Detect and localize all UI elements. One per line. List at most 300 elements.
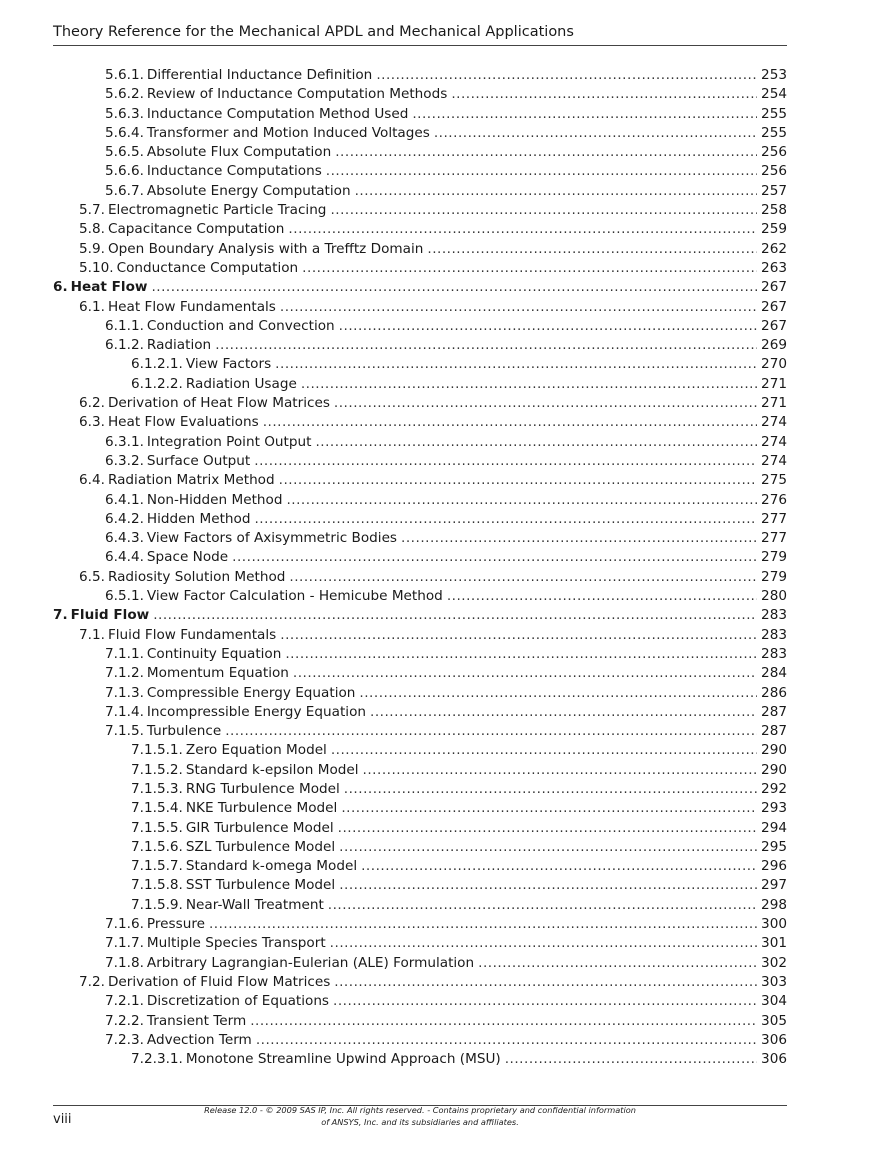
toc-row [0,645,893,664]
toc-entry-link[interactable] [105,317,787,336]
toc-entry-title: Fluid Flow Fundamentals [107,626,277,643]
page-number: viii [53,1112,72,1127]
toc-row [0,66,893,85]
toc-entry-link[interactable] [131,375,787,394]
toc-entry-title: Inductance Computation Method Used [146,105,409,122]
toc-entry-number: 7.1.7. [105,935,144,952]
toc-entry-link[interactable] [131,761,787,780]
toc-dot-leader [333,992,757,1011]
toc-dot-leader [254,510,757,529]
toc-entry-title: Radiosity Solution Method [107,568,286,585]
toc-row [0,819,893,838]
toc-entry-number: 7.1.5.6. [131,838,183,855]
toc-row [0,375,893,394]
toc-entry-link[interactable] [105,954,787,973]
toc-entry-link[interactable] [105,182,787,201]
toc-entry-page: 253 [761,67,787,83]
toc-entry-page: 290 [761,742,787,759]
toc-entry-title: Continuity Equation [146,645,282,662]
toc-dot-leader [344,780,757,799]
toc-entry-page: 287 [761,703,787,720]
toc-dot-leader [339,876,757,895]
toc-entry-page: 283 [761,607,787,624]
toc-dot-leader [412,105,757,124]
toc-entry-title: Standard k-omega Model [185,858,358,875]
toc-entry-link[interactable] [105,491,787,510]
toc-entry-page: 267 [761,298,787,315]
toc-entry-title: Discretization of Equations [146,993,330,1010]
toc-entry-number: 7.2.1. [105,993,144,1010]
toc-entry-link[interactable] [105,85,787,104]
toc-entry-number: 6.3.1. [105,433,144,450]
toc-entry-number: 6.1.1. [105,317,144,334]
toc-entry-page: 263 [761,259,787,276]
toc-entry-link[interactable] [79,568,787,587]
toc-row [0,915,893,934]
toc-entry-title: SST Turbulence Model [185,877,336,894]
toc-entry-page: 280 [761,588,787,605]
toc-entry-number: 6. [53,279,68,296]
toc-entry-page: 256 [761,163,787,180]
toc-row [0,259,893,278]
toc-entry-page: 302 [761,954,787,971]
toc-entry-number: 7.1.6. [105,916,144,933]
toc-entry-page: 255 [761,105,787,122]
toc-entry-link[interactable] [131,1050,787,1069]
toc-row [0,452,893,471]
toc-dot-leader [286,491,757,510]
toc-row [0,510,893,529]
toc-row [0,587,893,606]
toc-entry-link[interactable] [105,722,787,741]
toc-entry-page: 271 [761,375,787,392]
toc-entry-title: View Factors of Axisymmetric Bodies [146,530,398,547]
toc-entry-link[interactable] [131,741,787,760]
toc-entry-link[interactable] [105,992,787,1011]
toc-entry-number: 7.1.5.7. [131,858,183,875]
toc-entry-title: Integration Point Output [146,433,312,450]
toc-row [0,992,893,1011]
toc-entry-page: 293 [761,800,787,817]
toc-row [0,857,893,876]
toc-row [0,529,893,548]
toc-entry-number: 5.7. [79,202,105,219]
toc-entry-link[interactable] [105,684,787,703]
toc-entry-link[interactable] [79,394,787,413]
toc-entry-title: Derivation of Heat Flow Matrices [107,395,330,412]
toc-entry-link[interactable] [105,934,787,953]
table-of-contents [0,66,893,1069]
toc-dot-leader [339,317,757,336]
toc-row [0,143,893,162]
toc-row [0,684,893,703]
toc-dot-leader [232,548,757,567]
toc-entry-title: Zero Equation Model [185,742,327,759]
toc-dot-leader [334,973,757,992]
toc-entry-title: Heat Flow Evaluations [107,414,259,431]
toc-entry-number: 5.10. [79,259,114,276]
toc-entry-page: 258 [761,202,787,219]
toc-entry-page: 306 [761,1051,787,1068]
toc-entry-number: 6.1.2.1. [131,356,183,373]
toc-dot-leader [338,819,757,838]
toc-entry-link[interactable] [105,664,787,683]
toc-entry-link[interactable] [105,703,787,722]
toc-entry-number: 6.4.1. [105,491,144,508]
toc-entry-title: Space Node [146,549,229,566]
toc-entry-page: 276 [761,491,787,508]
toc-entry-title: Heat Flow Fundamentals [107,298,276,315]
document-title: Theory Reference for the Mechanical APDL and Mechanical Applications [53,24,574,40]
toc-entry-title: Incompressible Energy Equation [146,703,367,720]
toc-entry-title: View Factors [185,356,272,373]
toc-dot-leader [363,761,758,780]
toc-row [0,1012,893,1031]
toc-entry-page: 300 [761,916,787,933]
toc-dot-leader [331,741,757,760]
toc-dot-leader [330,201,757,220]
toc-entry-link[interactable] [105,645,787,664]
toc-entry-number: 7.1.8. [105,954,144,971]
toc-entry-number: 5.6.4. [105,124,144,141]
toc-entry-title: View Factor Calculation - Hemicube Method [146,588,443,605]
toc-row [0,741,893,760]
toc-entry-link[interactable] [131,876,787,895]
toc-row [0,355,893,374]
toc-entry-link[interactable] [79,259,787,278]
toc-entry-link[interactable] [79,201,787,220]
toc-entry-link[interactable] [105,548,787,567]
toc-entry-link[interactable] [105,433,787,452]
toc-entry-link[interactable] [53,606,787,625]
toc-dot-leader [215,336,757,355]
toc-row [0,201,893,220]
toc-dot-leader [447,587,757,606]
toc-entry-title: Non-Hidden Method [146,491,283,508]
toc-entry-title: Absolute Flux Computation [146,144,332,161]
toc-entry-link[interactable] [105,124,787,143]
toc-entry-link[interactable] [131,780,787,799]
toc-row [0,664,893,683]
toc-entry-link[interactable] [79,626,787,645]
toc-entry-page: 275 [761,472,787,489]
toc-row [0,548,893,567]
toc-entry-title: Transient Term [146,1012,247,1029]
toc-entry-number: 5.6.6. [105,163,144,180]
toc-entry-number: 7.2.2. [105,1012,144,1029]
toc-row [0,876,893,895]
toc-row [0,278,893,297]
toc-entry-title: Conduction and Convection [146,317,335,334]
toc-entry-link[interactable] [131,896,787,915]
toc-entry-link[interactable] [105,915,787,934]
toc-entry-title: Transformer and Motion Induced Voltages [146,124,430,141]
toc-entry-link[interactable] [131,799,787,818]
toc-entry-link[interactable] [131,355,787,374]
toc-row [0,934,893,953]
toc-entry-page: 286 [761,684,787,701]
toc-row [0,1050,893,1069]
toc-entry-title: Open Boundary Analysis with a Trefftz Domain [107,240,424,257]
toc-entry-page: 298 [761,896,787,913]
toc-entry-number: 7.2.3.1. [131,1051,183,1068]
toc-entry-number: 6.4.4. [105,549,144,566]
toc-entry-page: 294 [761,819,787,836]
toc-entry-link[interactable] [105,1031,787,1050]
toc-entry-number: 7.1.3. [105,684,144,701]
toc-dot-leader [478,954,757,973]
toc-entry-page: 255 [761,124,787,141]
toc-entry-link[interactable] [79,413,787,432]
toc-entry-link[interactable] [105,162,787,181]
toc-entry-title: Monotone Streamline Upwind Approach (MSU) [185,1051,501,1068]
toc-row [0,220,893,239]
toc-entry-page: 257 [761,182,787,199]
toc-entry-page: 305 [761,1012,787,1029]
toc-entry-link[interactable] [79,471,787,490]
toc-entry-page: 267 [761,317,787,334]
toc-dot-leader [359,684,757,703]
toc-entry-page: 304 [761,993,787,1010]
toc-entry-number: 6.2. [79,395,105,412]
toc-dot-leader [401,529,757,548]
copyright-notice [200,1104,640,1128]
toc-entry-page: 269 [761,337,787,354]
toc-row [0,471,893,490]
toc-row [0,317,893,336]
toc-entry-title: Differential Inductance Definition [146,67,373,83]
toc-entry-title: Advection Term [146,1031,252,1048]
toc-entry-title: Standard k-epsilon Model [185,761,359,778]
toc-entry-link[interactable] [105,510,787,529]
toc-entry-title: Capacitance Computation [107,221,285,238]
toc-entry-link[interactable] [105,452,787,471]
toc-entry-title: Electromagnetic Particle Tracing [107,202,327,219]
toc-entry-number: 5.6.1. [105,67,144,83]
toc-dot-leader [151,278,757,297]
toc-entry-number: 6.4.3. [105,530,144,547]
toc-entry-title: Radiation [146,337,212,354]
toc-dot-leader [280,298,757,317]
toc-entry-page: 279 [761,568,787,585]
toc-entry-number: 5.6.2. [105,86,144,103]
toc-entry-link[interactable] [105,1012,787,1031]
toc-entry-page: 297 [761,877,787,894]
toc-entry-page: 274 [761,433,787,450]
toc-entry-number: 6.1. [79,298,105,315]
toc-entry-title: Inductance Computations [146,163,322,180]
toc-entry-link[interactable] [79,240,787,259]
toc-row [0,1031,893,1050]
toc-entry-number: 7.1.4. [105,703,144,720]
toc-entry-page: 292 [761,780,787,797]
toc-entry-title: Fluid Flow [70,607,150,624]
toc-dot-leader [434,124,757,143]
toc-entry-page: 296 [761,858,787,875]
toc-row [0,394,893,413]
toc-row [0,105,893,124]
toc-dot-leader [326,162,757,181]
toc-entry-number: 5.6.3. [105,105,144,122]
toc-dot-leader [285,645,757,664]
toc-row [0,240,893,259]
toc-entry-title: Radiation Usage [185,375,297,392]
toc-entry-page: 283 [761,645,787,662]
toc-dot-leader [279,471,757,490]
toc-entry-title: Heat Flow [70,279,148,296]
toc-dot-leader [280,626,757,645]
toc-dot-leader [254,452,757,471]
toc-dot-leader [301,375,757,394]
toc-entry-number: 5.8. [79,221,105,238]
toc-dot-leader [328,896,757,915]
toc-entry-number: 6.4.2. [105,510,144,527]
toc-entry-number: 5.6.7. [105,182,144,199]
toc-entry-link[interactable] [105,143,787,162]
toc-entry-title: Radiation Matrix Method [107,472,275,489]
toc-entry-title: Derivation of Fluid Flow Matrices [107,973,331,990]
toc-entry-number: 7.1.5.2. [131,761,183,778]
toc-entry-page: 274 [761,452,787,469]
toc-row [0,896,893,915]
toc-entry-title: Review of Inductance Computation Methods [146,86,448,103]
toc-entry-number: 7.1. [79,626,105,643]
toc-row [0,799,893,818]
toc-row [0,433,893,452]
toc-entry-link[interactable] [105,529,787,548]
toc-entry-number: 6.1.2. [105,337,144,354]
toc-entry-page: 277 [761,530,787,547]
toc-dot-leader [330,934,757,953]
toc-dot-leader [275,355,757,374]
toc-entry-number: 6.4. [79,472,105,489]
toc-row [0,838,893,857]
toc-entry-title: Absolute Energy Computation [146,182,351,199]
toc-row [0,626,893,645]
toc-entry-number: 6.3. [79,414,105,431]
toc-entry-title: NKE Turbulence Model [185,800,338,817]
toc-dot-leader [263,413,757,432]
toc-entry-title: Hidden Method [146,510,251,527]
toc-entry-page: 303 [761,973,787,990]
toc-dot-leader [225,722,757,741]
toc-dot-leader [209,915,757,934]
toc-row [0,491,893,510]
toc-entry-number: 7.1.1. [105,645,144,662]
toc-row [0,298,893,317]
toc-row [0,973,893,992]
toc-entry-page: 274 [761,414,787,431]
copyright-line-1: Release 12.0 - © 2009 SAS IP, Inc. All rights reserved. - Contains proprietary and confidential information [204,1105,636,1115]
toc-row [0,413,893,432]
toc-dot-leader [335,143,757,162]
toc-entry-title: Surface Output [146,452,251,469]
toc-entry-page: 283 [761,626,787,643]
toc-dot-leader [315,433,757,452]
toc-entry-link[interactable] [131,857,787,876]
toc-entry-page: 270 [761,356,787,373]
toc-entry-title: Pressure [146,916,205,933]
toc-entry-number: 6.5. [79,568,105,585]
toc-entry-page: 254 [761,86,787,103]
toc-entry-link[interactable] [79,973,787,992]
toc-entry-link[interactable] [105,66,787,85]
toc-row [0,182,893,201]
toc-dot-leader [370,703,757,722]
toc-entry-link[interactable] [105,587,787,606]
toc-entry-page: 277 [761,510,787,527]
toc-entry-link[interactable] [105,105,787,124]
toc-entry-number: 5.9. [79,240,105,257]
toc-dot-leader [376,66,757,85]
toc-entry-title: Turbulence [146,723,222,740]
toc-dot-leader [361,857,757,876]
toc-entry-page: 256 [761,144,787,161]
toc-entry-link[interactable] [105,336,787,355]
toc-entry-link[interactable] [79,220,787,239]
toc-entry-page: 279 [761,549,787,566]
toc-row [0,568,893,587]
toc-row [0,761,893,780]
toc-entry-page: 287 [761,723,787,740]
toc-entry-link[interactable] [131,819,787,838]
toc-entry-title: SZL Turbulence Model [185,838,336,855]
toc-dot-leader [341,799,757,818]
toc-entry-page: 262 [761,240,787,257]
toc-entry-number: 7.1.5.4. [131,800,183,817]
toc-entry-number: 7.1.5.8. [131,877,183,894]
toc-entry-number: 6.1.2.2. [131,375,183,392]
toc-dot-leader [256,1031,757,1050]
toc-dot-leader [293,664,757,683]
toc-entry-number: 7.2. [79,973,105,990]
toc-dot-leader [339,838,757,857]
toc-row [0,780,893,799]
toc-row [0,336,893,355]
toc-row [0,124,893,143]
toc-entry-page: 290 [761,761,787,778]
toc-entry-number: 7.1.2. [105,665,144,682]
header-divider [53,45,787,46]
toc-entry-link[interactable] [79,298,787,317]
toc-dot-leader [505,1050,757,1069]
toc-entry-page: 271 [761,395,787,412]
toc-row [0,606,893,625]
toc-entry-title: Momentum Equation [146,665,289,682]
toc-entry-link[interactable] [53,278,787,297]
toc-dot-leader [288,220,757,239]
toc-entry-title: Conductance Computation [116,259,299,276]
toc-entry-title: RNG Turbulence Model [185,780,340,797]
toc-entry-number: 5.6.5. [105,144,144,161]
toc-entry-number: 7.1.5.1. [131,742,183,759]
toc-entry-title: Compressible Energy Equation [146,684,356,701]
toc-entry-page: 267 [761,279,787,296]
toc-dot-leader [451,85,757,104]
toc-dot-leader [334,394,757,413]
toc-entry-number: 7.2.3. [105,1031,144,1048]
toc-entry-number: 7.1.5.5. [131,819,183,836]
toc-entry-number: 7.1.5.3. [131,780,183,797]
toc-entry-page: 301 [761,935,787,952]
toc-entry-title: Arbitrary Lagrangian-Eulerian (ALE) Formulation [146,954,475,971]
toc-entry-page: 295 [761,838,787,855]
toc-entry-title: Multiple Species Transport [146,935,326,952]
toc-entry-number: 7.1.5. [105,723,144,740]
toc-entry-link[interactable] [131,838,787,857]
toc-row [0,162,893,181]
toc-dot-leader [302,259,757,278]
